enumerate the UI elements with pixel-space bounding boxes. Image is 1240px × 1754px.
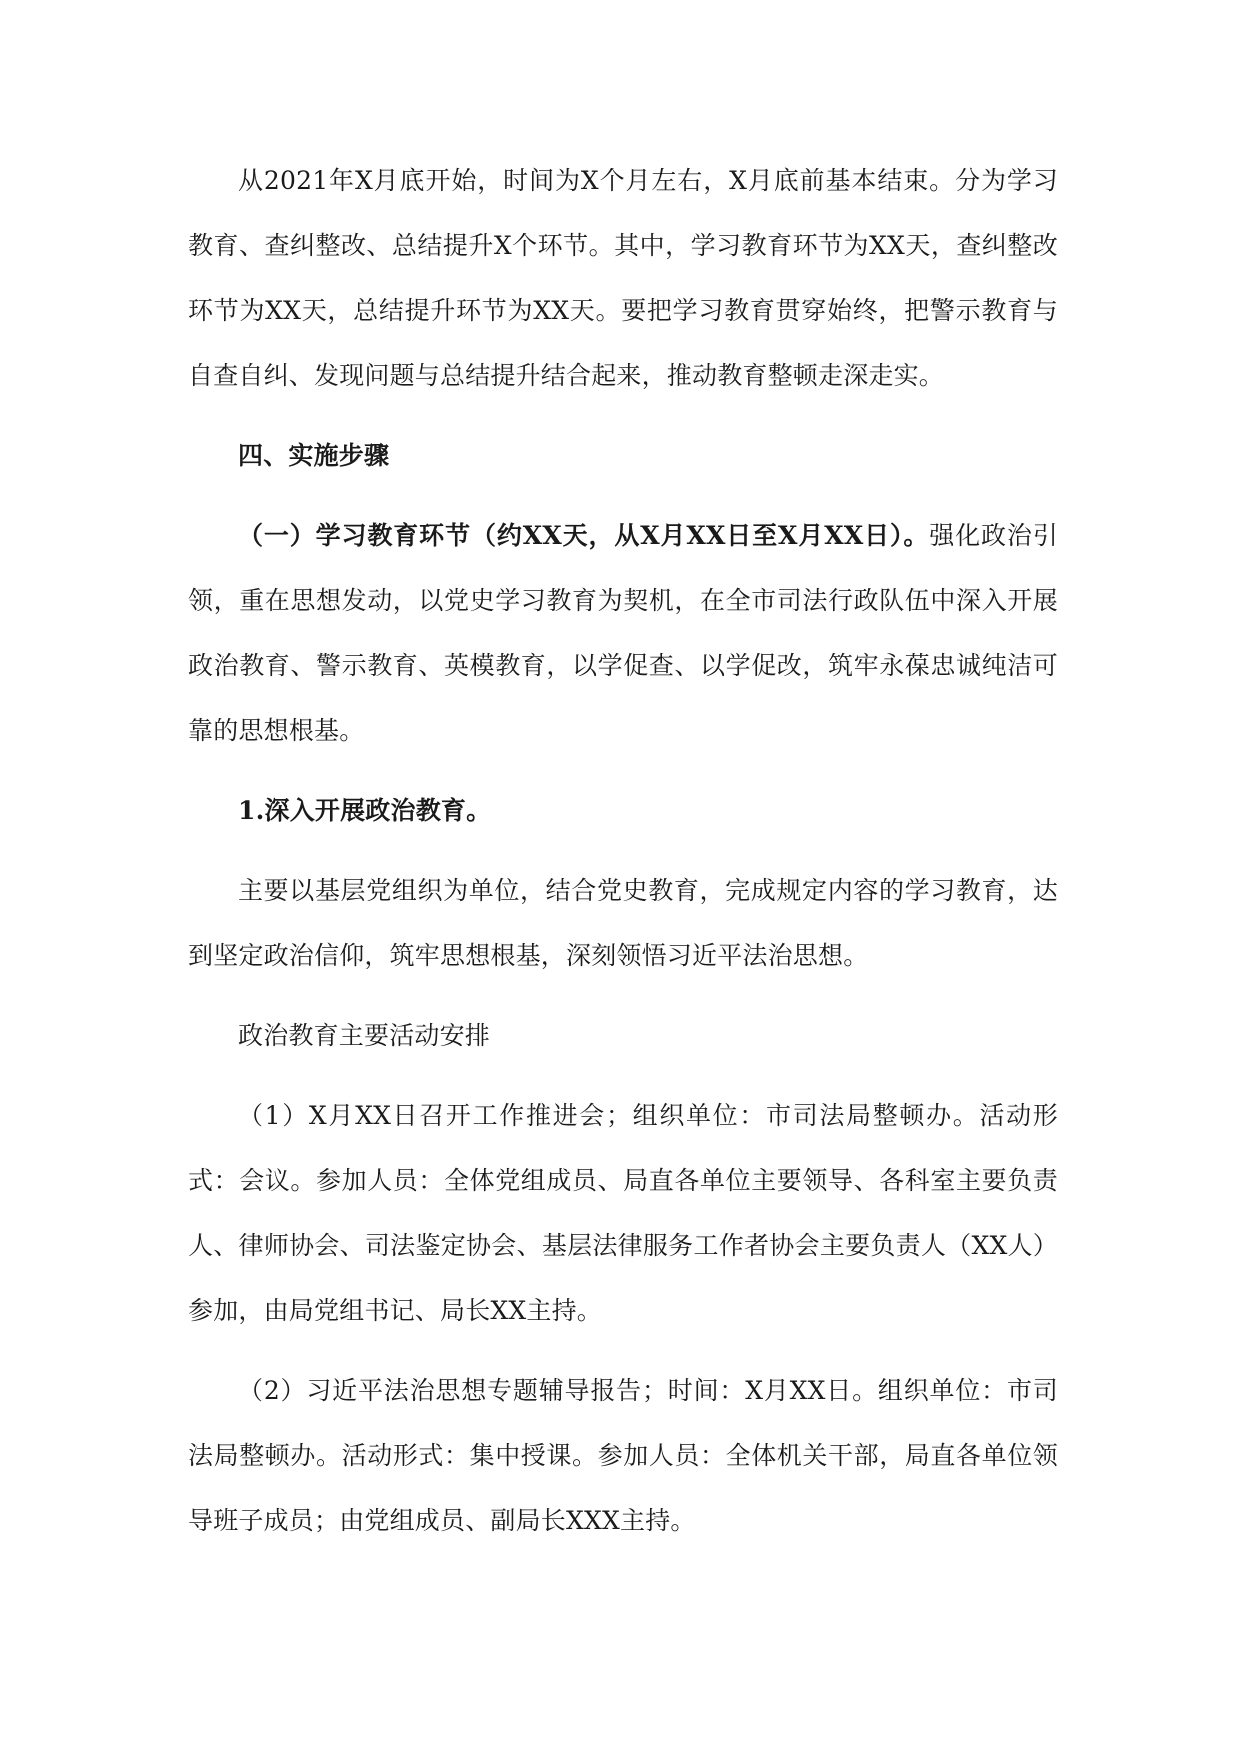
paragraph-activity-title <box>188 1003 1058 1068</box>
paragraph-text: （2）习近平法治思想专题辅导报告；时间：X月XX日。组织单位：市司法局整顿办。活动形式：集中授课。参加人员：全体机关干部，局直各单位领导班子成员；由党组成员、副局长XXX主持。 <box>188 1376 1058 1535</box>
paragraph-political-education <box>188 858 1058 988</box>
paragraph-activity-1 <box>188 1083 1058 1343</box>
heading-text: 四、实施步骤 <box>238 441 390 470</box>
paragraph-text: 从2021年X月底开始，时间为X个月左右，X月底前基本结束。分为学习教育、查纠整改、总结提升X个环节。其中，学习教育环节为XX天，查纠整改环节为XX天，总结提升环节为XX天。要把学习教育贯穿始终，把警示教育与自查自纠、发现问题与总结提升结合起来，推动教育整顿走深走实。 <box>188 166 1058 390</box>
subsection-heading: （一）学习教育环节（约XX天，从X月XX日至X月XX日）。 <box>238 521 930 550</box>
heading-text: 1.深入开展政治教育。 <box>238 796 492 825</box>
paragraph-text: 政治教育主要活动安排 <box>238 1021 491 1050</box>
paragraph-text: （1）X月XX日召开工作推进会；组织单位：市司法局整顿办。活动形式：会议。参加人员：全体党组成员、局直各单位主要领导、各科室主要负责人、律师协会、司法鉴定协会、基层法律服务工作者协会主要负责人（XX人）参加，由局党组书记、局长XX主持。 <box>188 1101 1058 1325</box>
section-heading-implementation-steps <box>188 423 1058 488</box>
paragraph-activity-2 <box>188 1358 1058 1553</box>
document-body <box>188 148 1058 1568</box>
paragraph-text: 强化政治引领，重在思想发动，以党史学习教育为契机，在全市司法行政队伍中深入开展政治教育、警示教育、英模教育，以学促查、以学促改，筑牢永葆忠诚纯洁可靠的思想根基。 <box>188 521 1058 745</box>
paragraph-timeline <box>188 148 1058 408</box>
item-heading-political-education <box>188 778 1058 843</box>
paragraph-text: 主要以基层党组织为单位，结合党史教育，完成规定内容的学习教育，达到坚定政治信仰，筑牢思想根基，深刻领悟习近平法治思想。 <box>188 876 1058 970</box>
paragraph-study-phase <box>188 503 1058 763</box>
